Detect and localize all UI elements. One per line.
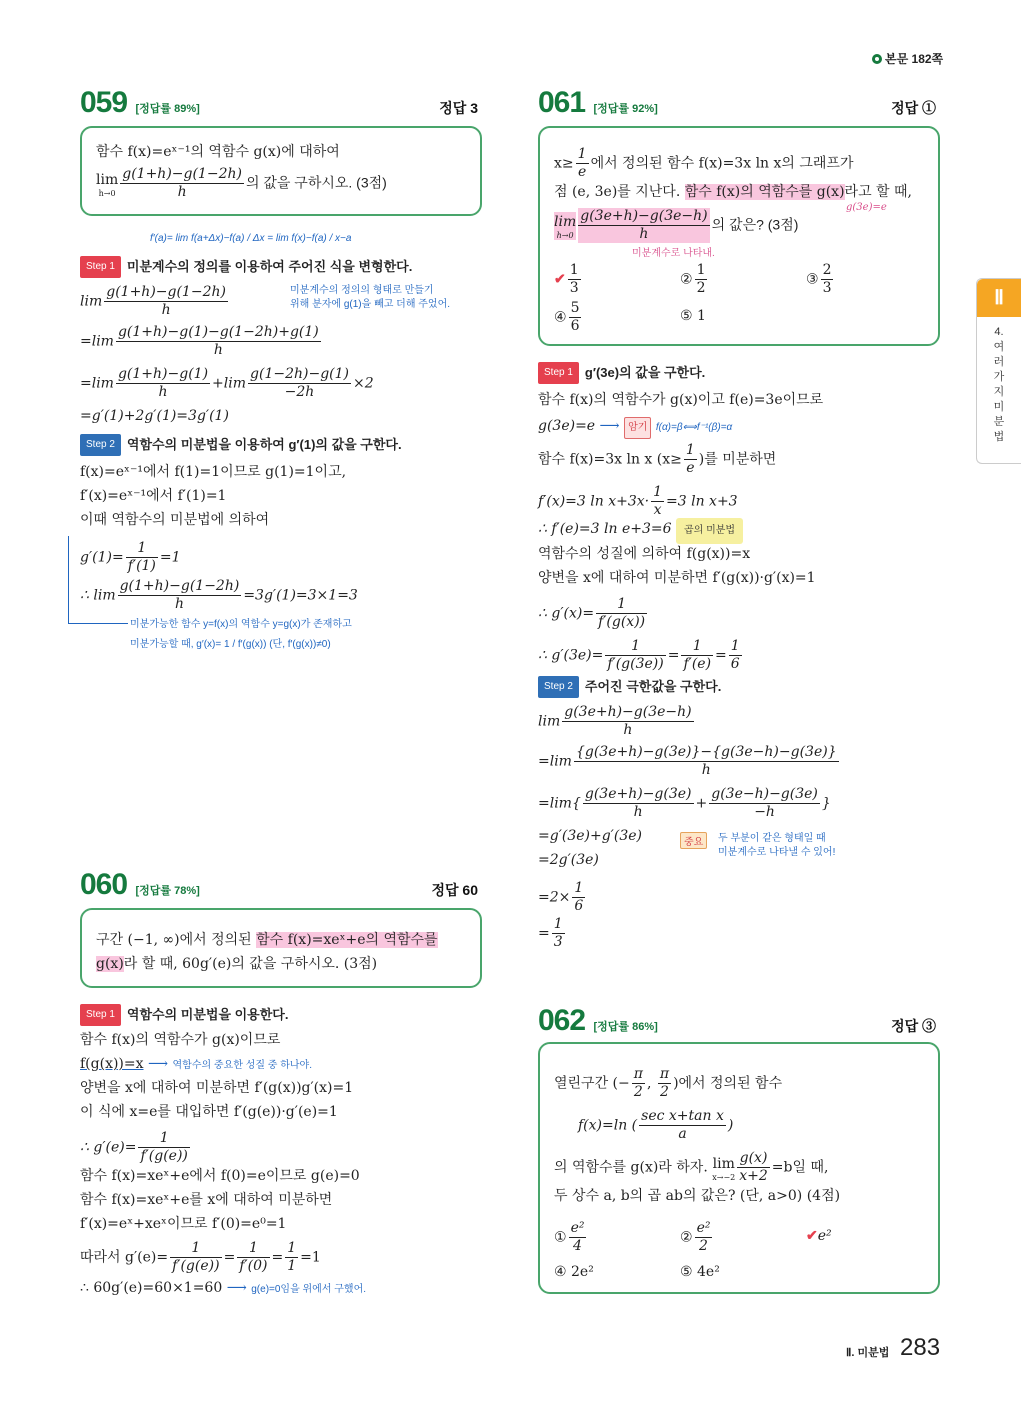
s4: f′(x)=3 ln x+3x· $\frac{1}{x}$ =3 ln x+3 bbox=[538, 484, 738, 518]
problem-text-1: 열린구간 (− $\frac{\pi}{2}$ , $\frac{\pi}{2}$ )에서 정의된 함수 bbox=[554, 1066, 783, 1100]
t4: =g′(3e)+g′(3e) bbox=[538, 828, 642, 844]
footer-chapter: Ⅱ. 미분법 bbox=[846, 1347, 890, 1359]
choice-2[interactable]: ② $\frac{\text{e²}}{2}$ bbox=[680, 1220, 711, 1254]
problem-059-box bbox=[80, 126, 482, 216]
check-icon: ✔ bbox=[554, 271, 566, 288]
t1: lim $\frac{g(3e+h)-g(3e-h)}{h}$ bbox=[538, 704, 692, 738]
choice-1[interactable]: ✔ $\frac{1}{3}$ bbox=[554, 262, 579, 296]
accuracy-rate: [정답률 86%] bbox=[593, 1021, 658, 1033]
l7: 함수 f(x)=xeˣ+e를 x에 대하여 미분하면 bbox=[80, 1192, 333, 1208]
choice-5[interactable]: ⑤ 1 bbox=[680, 308, 706, 324]
chapter-side-tab bbox=[976, 278, 1021, 464]
s2-line-4: g′(1)= $\frac{1}{f'(1)}$ =1 bbox=[80, 540, 181, 574]
answer: 정답 3 bbox=[439, 100, 478, 116]
s8: ∴ g′(x)= $\frac{1}{f'(g(x))}$ bbox=[538, 596, 646, 630]
s7: 양변을 x에 대하여 미분하면 f′(g(x))·g′(x)=1 bbox=[538, 570, 816, 586]
choice-5[interactable]: ⑤ 4e² bbox=[680, 1264, 720, 1280]
problem-text-3: 의 역함수를 g(x)라 하자. lim x→−2 $\frac{g(x)}{x+2}$ =b일 때, bbox=[554, 1150, 829, 1184]
s3: 함수 f(x)=3x ln x (x≥ $\frac{1}{e}$ )를 미분하면 bbox=[538, 442, 777, 476]
step1-heading: Step 1 g′(3e)의 값을 구한다. bbox=[538, 362, 705, 384]
s6: 역함수의 성질에 의하여 f(g(x))=x bbox=[538, 546, 751, 562]
s9: ∴ g′(3e)= $\frac{1}{f'(g(3e))}$ = $\frac{1}{f'(e)}$ = $\frac{1}{6}$ bbox=[538, 638, 740, 672]
problem-062-header bbox=[538, 1004, 938, 1040]
pink-annotation: g(3e)=e bbox=[846, 202, 887, 213]
eq-line-2: =lim $\frac{g(1+h)-g(1)-g(1-2h)+g(1)}{h}$ bbox=[80, 324, 319, 358]
problem-number: 062 bbox=[538, 1004, 586, 1037]
pink-annotation-2: 미분계수로 나타내. bbox=[632, 248, 715, 259]
accuracy-rate: [정답률 92%] bbox=[593, 103, 658, 115]
page-number: 283 bbox=[900, 1334, 941, 1361]
choice-3[interactable]: ③ $\frac{2}{3}$ bbox=[806, 262, 832, 296]
problem-061-box bbox=[538, 126, 940, 346]
step2-heading: Step 2 역함수의 미분법을 이용하여 g′(1)의 값을 구한다. bbox=[80, 434, 402, 456]
important-note: 중요 두 부분이 같은 형태일 때 미분계수로 나타낼 수 있어! bbox=[680, 832, 707, 849]
s2: g(3e)=e ⟶ 암기 f(α)=β⟺f⁻¹(β)=α bbox=[538, 416, 732, 439]
choice-2[interactable]: ② $\frac{1}{2}$ bbox=[680, 262, 706, 296]
eq-line-4: =g′(1)+2g′(1)=3g′(1) bbox=[80, 408, 229, 424]
definition-note: f′(a)= lim f(a+Δx)−f(a) / Δx = lim f(x)−f(a) / x−a bbox=[150, 233, 352, 244]
answer: 정답 60 bbox=[431, 882, 478, 898]
choice-3[interactable]: ✔e² bbox=[806, 1228, 832, 1244]
l2: f(g(x))=x ⟶ 역함수의 중요한 성질 중 하나야. bbox=[80, 1056, 312, 1072]
problem-061-header bbox=[538, 86, 938, 122]
t7: = $\frac{1}{3}$ bbox=[538, 916, 563, 950]
problem-number: 061 bbox=[538, 86, 586, 119]
t3: =lim{ $\frac{g(3e+h)-g(3e)}{h}$ + $\frac{g(3e-h)-g(3e)}{-h}$ } bbox=[538, 786, 831, 820]
circle-icon bbox=[872, 54, 882, 64]
problem-text-2: g(x)라 할 때, 60g′(e)의 값을 구하시오. (3점) bbox=[96, 956, 378, 972]
problem-060-box bbox=[80, 908, 482, 988]
s2-line-3: 이때 역함수의 미분법에 의하여 bbox=[80, 512, 270, 528]
step2-heading: Step 2 주어진 극한값을 구한다. bbox=[538, 676, 721, 698]
chapter-roman: Ⅱ bbox=[977, 279, 1021, 317]
l5: ∴ g′(e)= $\frac{1}{f'(g(e))}$ bbox=[80, 1130, 188, 1164]
problem-text-1: 구간 (−1, ∞)에서 정의된 함수 f(x)=xeˣ+e의 역함수를 bbox=[96, 932, 438, 948]
choice-1[interactable]: ① $\frac{\text{e²}}{4}$ bbox=[554, 1220, 585, 1254]
s1: 함수 f(x)의 역함수가 g(x)이고 f(e)=3e이므로 bbox=[538, 392, 824, 408]
bracket-line bbox=[68, 536, 128, 624]
inverse-derivative-note: 미분가능한 함수 y=f(x)의 역함수 y=g(x)가 존재하고 미분가능할 때, g′(x)= 1 / f′(g(x)) (단, f′(g(x))≠0) bbox=[130, 619, 352, 650]
l10: ∴ 60g′(e)=60×1=60 ⟶ g(e)=0임을 위에서 구했어. bbox=[80, 1280, 367, 1296]
choice-4[interactable]: ④ $\frac{5}{6}$ bbox=[554, 300, 580, 334]
l8: f′(x)=eˣ+xeˣ이므로 f′(0)=e⁰=1 bbox=[80, 1216, 287, 1232]
l6: 함수 f(x)=xeˣ+e에서 f(0)=e이므로 g(e)=0 bbox=[80, 1168, 360, 1184]
problem-text-4: 두 상수 a, b의 곱 ab의 값은? (단, a>0) (4점) bbox=[554, 1188, 841, 1204]
problem-number: 060 bbox=[80, 868, 128, 901]
problem-060-header bbox=[80, 868, 480, 904]
problem-limit: lim h→0 $\frac{g(1+h)-g(1-2h)}{h}$ 의 값을 구하시오. (3점) bbox=[96, 166, 387, 200]
t5: =2g′(3e) bbox=[538, 852, 599, 868]
s5: ∴ f′(e)=3 ln e+3=6 곱의 미분법 bbox=[538, 518, 743, 544]
problem-limit: lim h→0 $\frac{g(3e+h)-g(3e-h)}{h}$ 의 값은? (3점) bbox=[554, 208, 799, 242]
problem-059-header bbox=[80, 86, 480, 122]
l1: 함수 f(x)의 역함수가 g(x)이므로 bbox=[80, 1032, 281, 1048]
problem-function: f(x)=ln ( $\frac{\text{sec x+tan x}}{a}$ ) bbox=[578, 1108, 734, 1142]
s2-line-5: ∴ lim $\frac{g(1+h)-g(1-2h)}{h}$ =3g′(1)=3×1=3 bbox=[80, 578, 358, 612]
s2-line-1: f(x)=eˣ⁻¹에서 f(1)=1이므로 g(1)=1이고, bbox=[80, 464, 347, 480]
answer: 정답 ① bbox=[891, 100, 936, 116]
step1-heading: Step 1 역함수의 미분법을 이용한다. bbox=[80, 1004, 288, 1026]
eq-line-1: lim $\frac{g(1+h)-g(1-2h)}{h}$ bbox=[80, 284, 226, 318]
accuracy-rate: [정답률 78%] bbox=[135, 885, 200, 897]
t2: =lim $\frac{\{g(3e+h)-g(3e)\}-\{g(3e-h)-g(3e)\}}{h}$ bbox=[538, 744, 837, 778]
step1-heading: Step 1 미분계수의 정의를 이용하여 주어진 식을 변형한다. bbox=[80, 256, 412, 278]
problem-062-box bbox=[538, 1042, 940, 1294]
eq-line-3: =lim $\frac{g(1+h)-g(1)}{h}$ +lim $\frac{g(1-2h)-g(1)}{-2h}$ ×2 bbox=[80, 366, 374, 400]
choice-4[interactable]: ④ 2e² bbox=[554, 1264, 594, 1280]
l3: 양변을 x에 대하여 미분하면 f′(g(x))g′(x)=1 bbox=[80, 1080, 354, 1096]
problem-text-1: x≥ $\frac{1}{e}$ 에서 정의된 함수 f(x)=3x ln x의 그래프가 bbox=[554, 146, 854, 180]
problem-text: 함수 f(x)=eˣ⁻¹의 역함수 g(x)에 대하여 bbox=[96, 144, 340, 160]
s2-line-2: f′(x)=eˣ⁻¹에서 f′(1)=1 bbox=[80, 488, 227, 504]
l9: 따라서 g′(e)= $\frac{1}{f'(g(e))}$ = $\frac{1}{f'(0)}$ = $\frac{1}{1}$ =1 bbox=[80, 1240, 321, 1274]
check-icon: ✔ bbox=[806, 1228, 818, 1244]
l4: 이 식에 x=e를 대입하면 f′(g(e))·g′(e)=1 bbox=[80, 1104, 338, 1120]
note-add-subtract: 미분계수의 정의의 형태로 만들기 위해 분자에 g(1)을 빼고 더해 주었어. bbox=[290, 285, 451, 310]
t6: =2× $\frac{1}{6}$ bbox=[538, 880, 584, 914]
accuracy-rate: [정답률 89%] bbox=[135, 103, 200, 115]
page-ref: 본문 182쪽 bbox=[872, 50, 943, 67]
chapter-vertical-title: 4. 여 러 가 지 미 분 법 bbox=[993, 326, 1005, 443]
problem-text-2: 점 (e, 3e)를 지난다. 함수 f(x)의 역함수를 g(x)라고 할 때, bbox=[554, 184, 912, 200]
answer: 정답 ③ bbox=[891, 1018, 936, 1034]
problem-number: 059 bbox=[80, 86, 128, 119]
